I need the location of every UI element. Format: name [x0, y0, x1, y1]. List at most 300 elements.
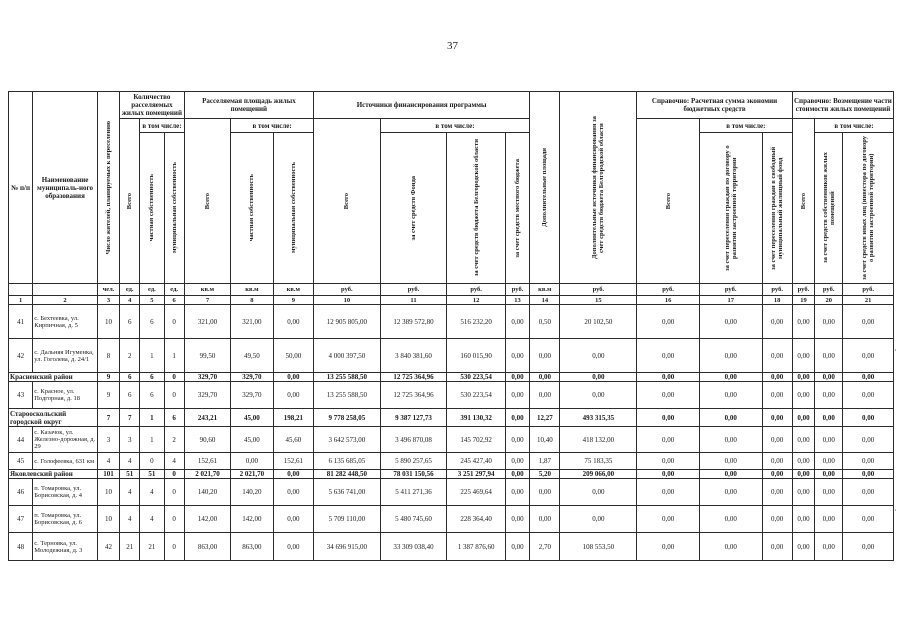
subtotal-cell: 0,00 [843, 409, 894, 427]
value-cell: 21 [120, 533, 140, 561]
margin-mark: · [894, 506, 897, 515]
value-cell: 418 132,00 [560, 427, 637, 453]
unit-cell: кв.м [530, 284, 560, 296]
value-cell: 0,00 [505, 427, 529, 453]
value-cell: 3 496 870,08 [380, 427, 447, 453]
subtotal-cell: 0,00 [815, 470, 843, 479]
district-name: Старооскольский городской округ [9, 409, 98, 427]
value-cell: 6 [140, 382, 164, 409]
value-cell: 142,00 [231, 506, 273, 533]
value-cell: 13 255 588,50 [314, 382, 381, 409]
column-index-cell: 13 [505, 296, 529, 305]
value-cell: 0,00 [792, 427, 814, 453]
column-index-cell: 10 [314, 296, 381, 305]
address-cell: с. Дальняя Игуменка, ул. Гоголева, д. 24/1 [33, 339, 98, 373]
value-cell: 21 [140, 533, 164, 561]
value-cell: 0,00 [699, 427, 762, 453]
value-cell: 0,00 [273, 479, 313, 506]
value-cell: 0,00 [762, 427, 792, 453]
subtotal-cell: 3 251 297,94 [447, 470, 506, 479]
unit-cell: ед. [120, 284, 140, 296]
value-cell: 140,20 [231, 479, 273, 506]
subtotal-cell: 329,70 [184, 373, 230, 382]
subtotal-cell: 0,00 [637, 470, 700, 479]
table-row [9, 339, 894, 373]
value-cell: 0,00 [762, 533, 792, 561]
header-area-municipal: муниципальная собственность [273, 133, 313, 284]
value-cell: 152,61 [184, 453, 230, 470]
value-cell: 329,70 [231, 382, 273, 409]
subtotal-cell: 0,00 [815, 409, 843, 427]
subtotal-cell: 209 066,00 [560, 470, 637, 479]
column-index-cell: 7 [184, 296, 230, 305]
value-cell: 228 364,40 [447, 506, 506, 533]
column-index-cell: 21 [843, 296, 894, 305]
header-econ-total: Всего [637, 119, 700, 284]
value-cell: 0,00 [815, 506, 843, 533]
column-index-cell: 9 [273, 296, 313, 305]
value-cell: 0,00 [637, 382, 700, 409]
header-ref-econ-group: Справочно: Расчетная сумма экономии бюджетных средств [637, 92, 793, 119]
table-row [9, 506, 894, 533]
row-number-cell: 42 [9, 339, 33, 373]
unit-cell: руб. [505, 284, 529, 296]
value-cell: 5 480 745,60 [380, 506, 447, 533]
value-cell: 0,00 [699, 533, 762, 561]
subtotal-cell: 0,00 [792, 409, 814, 427]
value-cell: 0,00 [843, 533, 894, 561]
value-cell: 3 [120, 427, 140, 453]
value-cell: 245 427,40 [447, 453, 506, 470]
value-cell: 6 135 685,05 [314, 453, 381, 470]
value-cell: 12 725 364,96 [380, 382, 447, 409]
value-cell: 10,40 [530, 427, 560, 453]
header-additional-area: Дополнительные площади [530, 92, 560, 284]
table-row [9, 453, 894, 470]
value-cell: 0,00 [815, 339, 843, 373]
header-finance-group: Источники финансирования программы [314, 92, 530, 119]
value-cell: 516 232,20 [447, 305, 506, 339]
address-cell: с. Голофеевка, 631 км [33, 453, 98, 470]
value-cell: 0,00 [843, 453, 894, 470]
value-cell: 0,00 [843, 305, 894, 339]
subtotal-cell: 0,00 [792, 373, 814, 382]
subtotal-cell: 243,21 [184, 409, 230, 427]
header-rooms-group: Количество расселяемых жилых помещений [120, 92, 185, 119]
header-comp-20: за счет средств собственников жилых помещений [815, 133, 843, 284]
subtotal-cell: 101 [97, 470, 119, 479]
margin-mark: · [894, 346, 897, 355]
value-cell: 530 223,54 [447, 382, 506, 409]
header-rooms-total: Всего [120, 119, 140, 284]
table-row [9, 305, 894, 339]
subtotal-cell: 0,00 [762, 470, 792, 479]
value-cell: 0,00 [699, 305, 762, 339]
subtotal-cell: 493 315,35 [560, 409, 637, 427]
value-cell: 0,00 [273, 533, 313, 561]
column-index-cell: 3 [97, 296, 119, 305]
unit-cell: руб. [447, 284, 506, 296]
unit-cell: руб. [792, 284, 814, 296]
header-local: за счет средств местного бюджета [505, 133, 529, 284]
subtotal-cell: 6 [164, 409, 184, 427]
subtotal-row [9, 373, 894, 382]
resettlement-table [8, 91, 894, 561]
value-cell: 0,00 [530, 479, 560, 506]
address-cell: п. Томаровка, ул. Борисовская, д. 6 [33, 506, 98, 533]
row-number-cell: 48 [9, 533, 33, 561]
unit-cell: кв.м [184, 284, 230, 296]
value-cell: 321,00 [231, 305, 273, 339]
column-index-cell: 14 [530, 296, 560, 305]
value-cell: 0,00 [505, 453, 529, 470]
subtotal-cell: 329,70 [231, 373, 273, 382]
value-cell: 142,00 [184, 506, 230, 533]
value-cell: 0,00 [699, 506, 762, 533]
value-cell: 0,00 [792, 339, 814, 373]
header-fin-total: Всего [314, 119, 381, 284]
value-cell: 42 [97, 533, 119, 561]
column-index-cell: 15 [560, 296, 637, 305]
row-number-cell: 47 [9, 506, 33, 533]
table-body [9, 305, 894, 561]
unit-cell: ед. [140, 284, 164, 296]
value-cell: 0,00 [699, 382, 762, 409]
subtotal-cell: 0,00 [505, 409, 529, 427]
subtotal-cell: 0,00 [843, 373, 894, 382]
header-comp-21: за счет средств иных лиц (инвестора по договору о развитии застроенной территории) [843, 133, 894, 284]
subtotal-cell: 0,00 [273, 470, 313, 479]
header-no: № п/п [9, 92, 33, 284]
column-index-cell: 4 [120, 296, 140, 305]
unit-cell: кв.м [231, 284, 273, 296]
value-cell: 0,00 [505, 479, 529, 506]
subtotal-cell: 6 [120, 373, 140, 382]
subtotal-cell: 0,00 [762, 409, 792, 427]
value-cell: 0,00 [792, 533, 814, 561]
header-residents: Число жителей, планируемых к переселению [97, 92, 119, 284]
header-econ-18: за счет переселения граждан в свободный муниципальный жилищный фонд [762, 133, 792, 284]
value-cell: 0,00 [815, 305, 843, 339]
subtotal-cell: 0,00 [699, 470, 762, 479]
table-row [9, 427, 894, 453]
value-cell: 5 890 257,65 [380, 453, 447, 470]
subtotal-cell: 13 255 588,50 [314, 373, 381, 382]
subtotal-cell: 0,00 [762, 373, 792, 382]
value-cell: 0,00 [560, 506, 637, 533]
value-cell: 4 [140, 479, 164, 506]
subtotal-cell: 1 [140, 409, 164, 427]
column-index-cell: 8 [231, 296, 273, 305]
subtotal-cell: 0,00 [815, 373, 843, 382]
value-cell: 4 [120, 506, 140, 533]
header-area-total: Всего [184, 119, 230, 284]
value-cell: 0,00 [762, 305, 792, 339]
column-index-cell: 5 [140, 296, 164, 305]
value-cell: 160 015,90 [447, 339, 506, 373]
value-cell: 0 [164, 305, 184, 339]
subtotal-cell: 0,00 [637, 373, 700, 382]
value-cell: 12 389 572,80 [380, 305, 447, 339]
value-cell: 0 [164, 479, 184, 506]
value-cell: 0,00 [505, 506, 529, 533]
value-cell: 8 [97, 339, 119, 373]
subtotal-cell: 391 130,32 [447, 409, 506, 427]
value-cell: 0,00 [637, 506, 700, 533]
value-cell: 10 [97, 479, 119, 506]
value-cell: 152,61 [273, 453, 313, 470]
subtotal-cell: 530 223,54 [447, 373, 506, 382]
subtotal-cell: 0,00 [505, 373, 529, 382]
value-cell: 0,00 [843, 382, 894, 409]
value-cell: 4 [97, 453, 119, 470]
subtotal-cell: 9 778 258,05 [314, 409, 381, 427]
subtotal-cell: 0,00 [637, 409, 700, 427]
address-cell: с. Бехтеевка, ул. Кирпичная, д. 5 [33, 305, 98, 339]
subtotal-cell: 2 021,70 [184, 470, 230, 479]
column-index-row [9, 296, 894, 305]
value-cell: 0,50 [530, 305, 560, 339]
value-cell: 4 [164, 453, 184, 470]
value-cell: 0,00 [560, 339, 637, 373]
value-cell: 2,70 [530, 533, 560, 561]
value-cell: 0,00 [815, 453, 843, 470]
unit-cell [33, 284, 98, 296]
subtotal-cell: 0,00 [273, 373, 313, 382]
value-cell: 0,00 [815, 427, 843, 453]
subtotal-cell: 12 725 364,96 [380, 373, 447, 382]
value-cell: 5 636 741,00 [314, 479, 381, 506]
value-cell: 0,00 [637, 305, 700, 339]
value-cell: 321,00 [184, 305, 230, 339]
address-cell: п. Томаровка, ул. Борисовская, д. 4 [33, 479, 98, 506]
subtotal-cell: 0 [164, 373, 184, 382]
value-cell: 0,00 [505, 533, 529, 561]
value-cell: 0,00 [231, 453, 273, 470]
subtotal-cell: 5,20 [530, 470, 560, 479]
subtotal-cell: 198,21 [273, 409, 313, 427]
value-cell: 4 [140, 506, 164, 533]
value-cell: 0,00 [792, 506, 814, 533]
value-cell: 6 [120, 305, 140, 339]
value-cell: 0,00 [273, 506, 313, 533]
table-row [9, 382, 894, 409]
value-cell: 3 642 573,00 [314, 427, 381, 453]
value-cell: 0,00 [815, 533, 843, 561]
header-area-incl: в том числе: [231, 119, 314, 133]
value-cell: 20 102,50 [560, 305, 637, 339]
header-area-private: частная собственность [231, 133, 273, 284]
value-cell: 10 [97, 506, 119, 533]
value-cell: 0 [164, 533, 184, 561]
units-row [9, 284, 894, 296]
value-cell: 225 469,64 [447, 479, 506, 506]
header-name: Наименование муниципаль-ного образования [33, 92, 98, 284]
district-name: Красненский район [9, 373, 98, 382]
subtotal-cell: 0 [164, 470, 184, 479]
subtotal-cell: 0,00 [792, 470, 814, 479]
column-index-cell: 17 [699, 296, 762, 305]
value-cell: 0,00 [505, 382, 529, 409]
header-fin-incl: в том числе: [380, 119, 530, 133]
value-cell: 0,00 [530, 339, 560, 373]
value-cell: 0,00 [843, 427, 894, 453]
value-cell: 0,00 [762, 339, 792, 373]
unit-cell: ед. [164, 284, 184, 296]
value-cell: 0,00 [530, 382, 560, 409]
header-area-group: Расселяемая площадь жилых помещений [184, 92, 313, 119]
row-number-cell: 44 [9, 427, 33, 453]
subtotal-cell: 9 387 127,73 [380, 409, 447, 427]
value-cell: 6 [140, 305, 164, 339]
value-cell: 329,70 [184, 382, 230, 409]
unit-cell: руб. [314, 284, 381, 296]
value-cell: 145 702,92 [447, 427, 506, 453]
value-cell: 4 [120, 479, 140, 506]
header-rooms-municipal: муниципальная собственность [164, 133, 184, 284]
header-comp-incl: в том числе: [815, 119, 894, 133]
value-cell: 90,60 [184, 427, 230, 453]
value-cell: 33 309 038,40 [380, 533, 447, 561]
value-cell: 0,00 [637, 339, 700, 373]
table-header [9, 92, 894, 305]
column-index-cell: 11 [380, 296, 447, 305]
value-cell: 863,00 [231, 533, 273, 561]
value-cell: 0,00 [843, 339, 894, 373]
unit-cell: руб. [380, 284, 447, 296]
value-cell: 0,00 [792, 382, 814, 409]
subtotal-cell: 0,00 [699, 409, 762, 427]
unit-cell: кв.м [273, 284, 313, 296]
value-cell: 1,87 [530, 453, 560, 470]
row-number-cell: 45 [9, 453, 33, 470]
address-cell: с. Казачок, ул. Железно-дорожная, д. 29 [33, 427, 98, 453]
value-cell: 3 840 381,60 [380, 339, 447, 373]
table-row [9, 479, 894, 506]
unit-cell: чел. [97, 284, 119, 296]
value-cell: 0,00 [273, 382, 313, 409]
value-cell: 1 [164, 339, 184, 373]
value-cell: 0,00 [843, 506, 894, 533]
subtotal-cell: 78 031 150,56 [380, 470, 447, 479]
header-econ-incl: в том числе: [699, 119, 792, 133]
value-cell: 0,00 [637, 533, 700, 561]
unit-cell: руб. [699, 284, 762, 296]
header-comp-total: Всего [792, 119, 814, 284]
subtotal-cell: 0,00 [505, 470, 529, 479]
value-cell: 0,00 [792, 453, 814, 470]
subtotal-cell: 7 [97, 409, 119, 427]
value-cell: 0,00 [530, 506, 560, 533]
row-number-cell: 41 [9, 305, 33, 339]
value-cell: 4 [120, 453, 140, 470]
value-cell: 0,00 [505, 305, 529, 339]
value-cell: 108 553,50 [560, 533, 637, 561]
unit-cell: руб. [637, 284, 700, 296]
value-cell: 0,00 [843, 479, 894, 506]
value-cell: 0,00 [699, 453, 762, 470]
value-cell: 1 [140, 427, 164, 453]
value-cell: 0,00 [637, 479, 700, 506]
value-cell: 2 [120, 339, 140, 373]
header-rooms-incl: в том числе: [140, 119, 184, 133]
value-cell: 0,00 [560, 479, 637, 506]
value-cell: 5 411 271,36 [380, 479, 447, 506]
value-cell: 0,00 [637, 453, 700, 470]
subtotal-cell: 45,00 [231, 409, 273, 427]
value-cell: 0,00 [762, 479, 792, 506]
value-cell: 12 905 805,00 [314, 305, 381, 339]
value-cell: 0,00 [762, 506, 792, 533]
value-cell: 9 [97, 382, 119, 409]
subtotal-cell: 2 021,70 [231, 470, 273, 479]
column-index-cell: 19 [792, 296, 814, 305]
column-index-cell: 18 [762, 296, 792, 305]
column-index-cell: 12 [447, 296, 506, 305]
header-additional-sources: Дополнительные источники финансирования за счет средств бюджета Белгородской области [560, 92, 637, 284]
column-index-cell: 20 [815, 296, 843, 305]
unit-cell: руб. [762, 284, 792, 296]
unit-cell [9, 284, 33, 296]
value-cell: 4 000 397,50 [314, 339, 381, 373]
subtotal-cell: 6 [140, 373, 164, 382]
value-cell: 0,00 [273, 305, 313, 339]
value-cell: 6 [120, 382, 140, 409]
value-cell: 10 [97, 305, 119, 339]
value-cell: 2 [164, 427, 184, 453]
value-cell: 0,00 [505, 339, 529, 373]
value-cell: 0,00 [792, 305, 814, 339]
value-cell: 50,00 [273, 339, 313, 373]
subtotal-cell: 9 [97, 373, 119, 382]
value-cell: 49,50 [231, 339, 273, 373]
unit-cell: руб. [843, 284, 894, 296]
value-cell: 3 [97, 427, 119, 453]
value-cell: 0,00 [637, 427, 700, 453]
value-cell: 0 [164, 506, 184, 533]
header-econ-17: за счет переселения граждан по договору о развитии застроенной территории [699, 133, 762, 284]
column-index-cell: 6 [164, 296, 184, 305]
row-number-cell: 43 [9, 382, 33, 409]
value-cell: 34 696 915,00 [314, 533, 381, 561]
subtotal-cell: 51 [120, 470, 140, 479]
value-cell: 0,00 [762, 382, 792, 409]
row-number-cell: 46 [9, 479, 33, 506]
subtotal-cell: 81 282 448,50 [314, 470, 381, 479]
district-name: Яковлевский район [9, 470, 98, 479]
subtotal-cell: 12,27 [530, 409, 560, 427]
value-cell: 0,00 [699, 339, 762, 373]
value-cell: 1 387 876,60 [447, 533, 506, 561]
table-row [9, 533, 894, 561]
column-index-cell: 2 [33, 296, 98, 305]
column-index-cell: 16 [637, 296, 700, 305]
page-number: 37 [447, 40, 458, 52]
value-cell: 0,00 [762, 453, 792, 470]
header-ref-comp-group: Справочно: Возмещение части стоимости жилых помещений [792, 92, 893, 119]
subtotal-cell: 0,00 [530, 373, 560, 382]
value-cell: 0,00 [560, 382, 637, 409]
value-cell: 0,00 [815, 382, 843, 409]
value-cell: 45,60 [273, 427, 313, 453]
value-cell: 0,00 [699, 479, 762, 506]
subtotal-cell: 51 [140, 470, 164, 479]
column-index-cell: 1 [9, 296, 33, 305]
unit-cell: руб. [815, 284, 843, 296]
header-fund: за счет средств Фонда [380, 133, 447, 284]
address-cell: с. Красное, ул. Подгорная, д. 18 [33, 382, 98, 409]
value-cell: 75 183,35 [560, 453, 637, 470]
